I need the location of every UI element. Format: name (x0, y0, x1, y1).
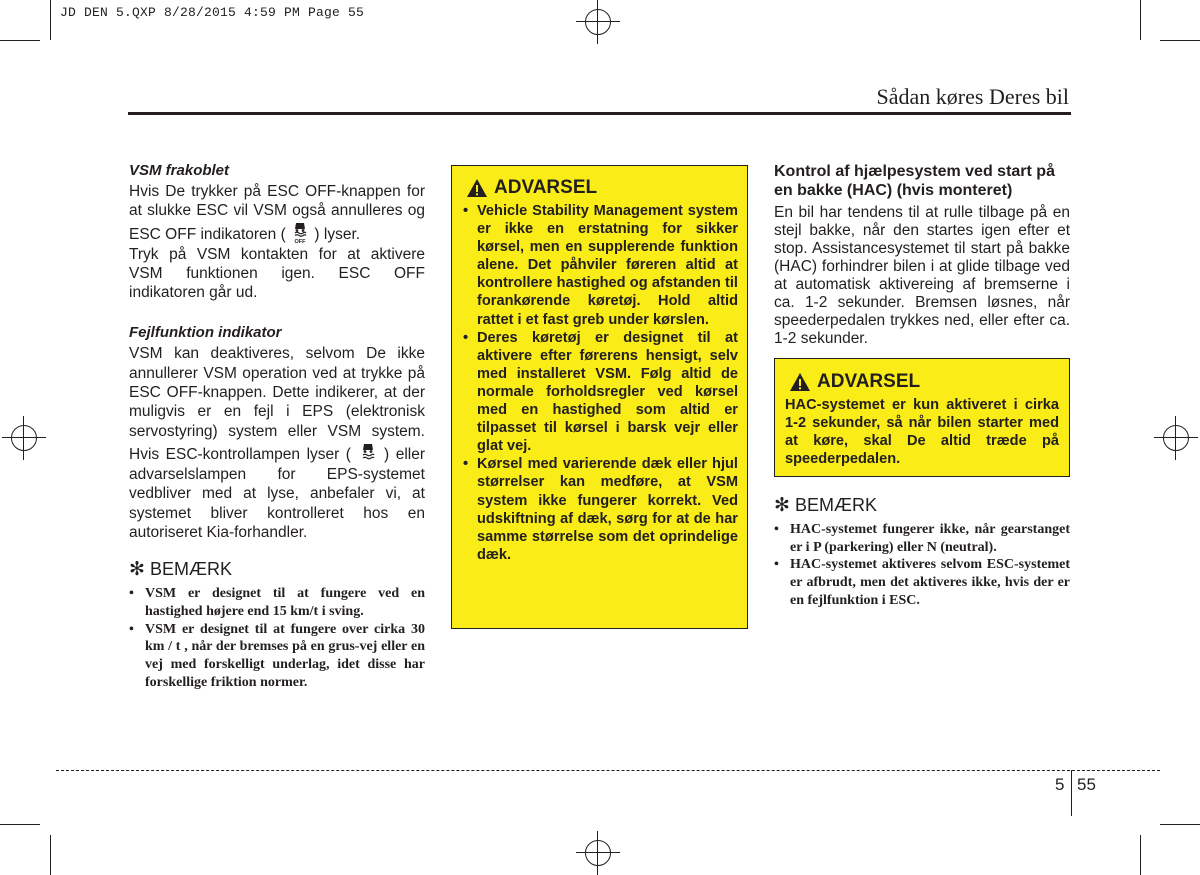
note-heading (774, 494, 1070, 517)
registration-mark (576, 831, 620, 875)
malfunction-text-a: VSM kan deaktiveres, selvom De ikke annullerer VSM operation ved at trykke på ESC OFF-knappen. Dette indikerer, at der muligvis er en fejl i EPS (elektronisk servostyring) system eller VSM system. Hvis ESC-kontrollampen lyser ( (129, 345, 425, 463)
left-column (129, 162, 425, 691)
page-number: 55 (1077, 775, 1096, 794)
print-slug: JD DEN 5.QXP 8/28/2015 4:59 PM Page 55 (60, 5, 365, 20)
footer-rule (56, 770, 1160, 771)
note-item: • VSM er designet til at fungere ved en hastighed højere end 15 km/t i sving. (129, 585, 425, 620)
note-item: • HAC-systemet fungerer ikke, når gearstanget er i P (parkering) eller N (neutral). (774, 521, 1070, 556)
vsm-warning-box (451, 165, 748, 629)
registration-mark (2, 416, 46, 460)
crop-mark (1160, 40, 1200, 41)
hac-paragraph: En bil har tendens til at rulle tilbage på en stejl bakke, når den startes igen efter et stop. Assistancesystemet til start på bakke (HAC) forhindrer bilen i at glide tilbage ved at automatisk aktivereing af bremserne i ca. 1-2 sekunder. Bremsen løsnes, når speederpedalen trykkes ned, eller efter ca. 1-2 sekunder. (774, 204, 1070, 347)
section-number: 5 (1055, 775, 1065, 794)
warning-title: ADVARSEL (817, 371, 921, 392)
vsm-off-paragraph (129, 182, 425, 245)
note-list (129, 585, 425, 691)
crop-mark (0, 824, 40, 825)
hac-warning-box (774, 358, 1070, 477)
crop-mark (50, 0, 51, 40)
right-column (774, 162, 1070, 348)
header-rule (128, 112, 1071, 115)
malfunction-paragraph (129, 344, 425, 542)
note-title: BEMÆRK (794, 495, 877, 515)
warning-list (461, 202, 738, 564)
vsm-off-text-b: ) lyser. (314, 225, 361, 243)
note-item: • HAC-systemet aktiveres selvom ESC-systemet er afbrudt, men det aktiveres ikke, hvis der er en fejlfunktion i ESC. (774, 556, 1070, 609)
crop-mark (1160, 824, 1200, 825)
hac-heading: Kontrol af hjælpesystem ved start på en bakke (HAC) (hvis monteret) (774, 163, 1055, 199)
warning-item: • Deres køretøj er designet til at aktivere efter førerens hensigt, selv med installeret VSM. Følg altid de normale forholdsregler ved kørsel med en hastighed som altid er tilpasset til kørsel i barsk vejr eller glat vej. (461, 329, 738, 456)
registration-mark (576, 0, 620, 44)
warning-heading (789, 371, 1059, 393)
esc-off-indicator-icon (290, 221, 310, 245)
note-title: BEMÆRK (149, 559, 232, 580)
warning-item: • Kørsel med varierende dæk eller hjul størrelser kan medføre, at VSM system ikke fungerer korrekt. Ved udskiftning af dæk, sørg for at de har samme størrelse som det oprindelige dæk. (461, 455, 738, 564)
warning-title: ADVARSEL (494, 177, 598, 198)
warning-heading (466, 177, 738, 199)
crop-mark (50, 835, 51, 875)
malfunction-text-b: ) eller advarselslampen for EPS-systemet vedbliver med at lyse, anbefaler vi, at systemet bliver kontrolleret hos en autoriseret Kia-forhandler. (129, 445, 425, 541)
vsm-reactivate-paragraph: Tryk på VSM kontakten for at aktivere VSM funktionen igen. ESC OFF indikatoren går ud. (129, 245, 425, 302)
asterisk-icon: ✻ (774, 495, 790, 516)
svg-text:OFF: OFF (294, 238, 306, 245)
vsm-off-text-a: Hvis De trykker på ESC OFF-knappen for at slukke ESC vil VSM også annulleres og ESC OFF indikatoren ( (129, 183, 425, 243)
esc-indicator-icon (358, 441, 378, 465)
registration-mark (1154, 416, 1198, 460)
warning-item: • Vehicle Stability Management system er ikke en erstatning for sikker kørsel, men en supplerende funktion alene. Det påhviler føreren altid at kontrollere hastighed og afstanden til forankørende køretøj. Hold altid rattet i et fast greb under kørslen. (461, 202, 738, 329)
note-heading (129, 558, 425, 581)
note-item: • VSM er designet til at fungere over cirka 30 km / t , når der bremses på en grus-vej eller en vej med forskelligt underlag, idet disse har forskellige friktion normer. (129, 621, 425, 692)
note-list (774, 521, 1070, 610)
page-number-divider (1071, 770, 1072, 816)
page-header-title: Sådan køres Deres bil (876, 84, 1069, 109)
right-note (774, 494, 1070, 610)
warning-triangle-icon (789, 372, 811, 392)
crop-mark (1140, 0, 1141, 40)
crop-mark (1140, 835, 1141, 875)
asterisk-icon: ✻ (129, 559, 145, 581)
malfunction-heading: Fejlfunktion indikator (129, 324, 282, 342)
hac-warning-text: HAC-systemet er kun aktiveret i cirka 1-2 sekunder, så når bilen starter med at køre, skal De altid træde på speederpedalen. (785, 397, 1059, 468)
vsm-off-heading: VSM frakoblet (129, 162, 230, 179)
warning-triangle-icon (466, 178, 488, 198)
crop-mark (0, 40, 40, 41)
